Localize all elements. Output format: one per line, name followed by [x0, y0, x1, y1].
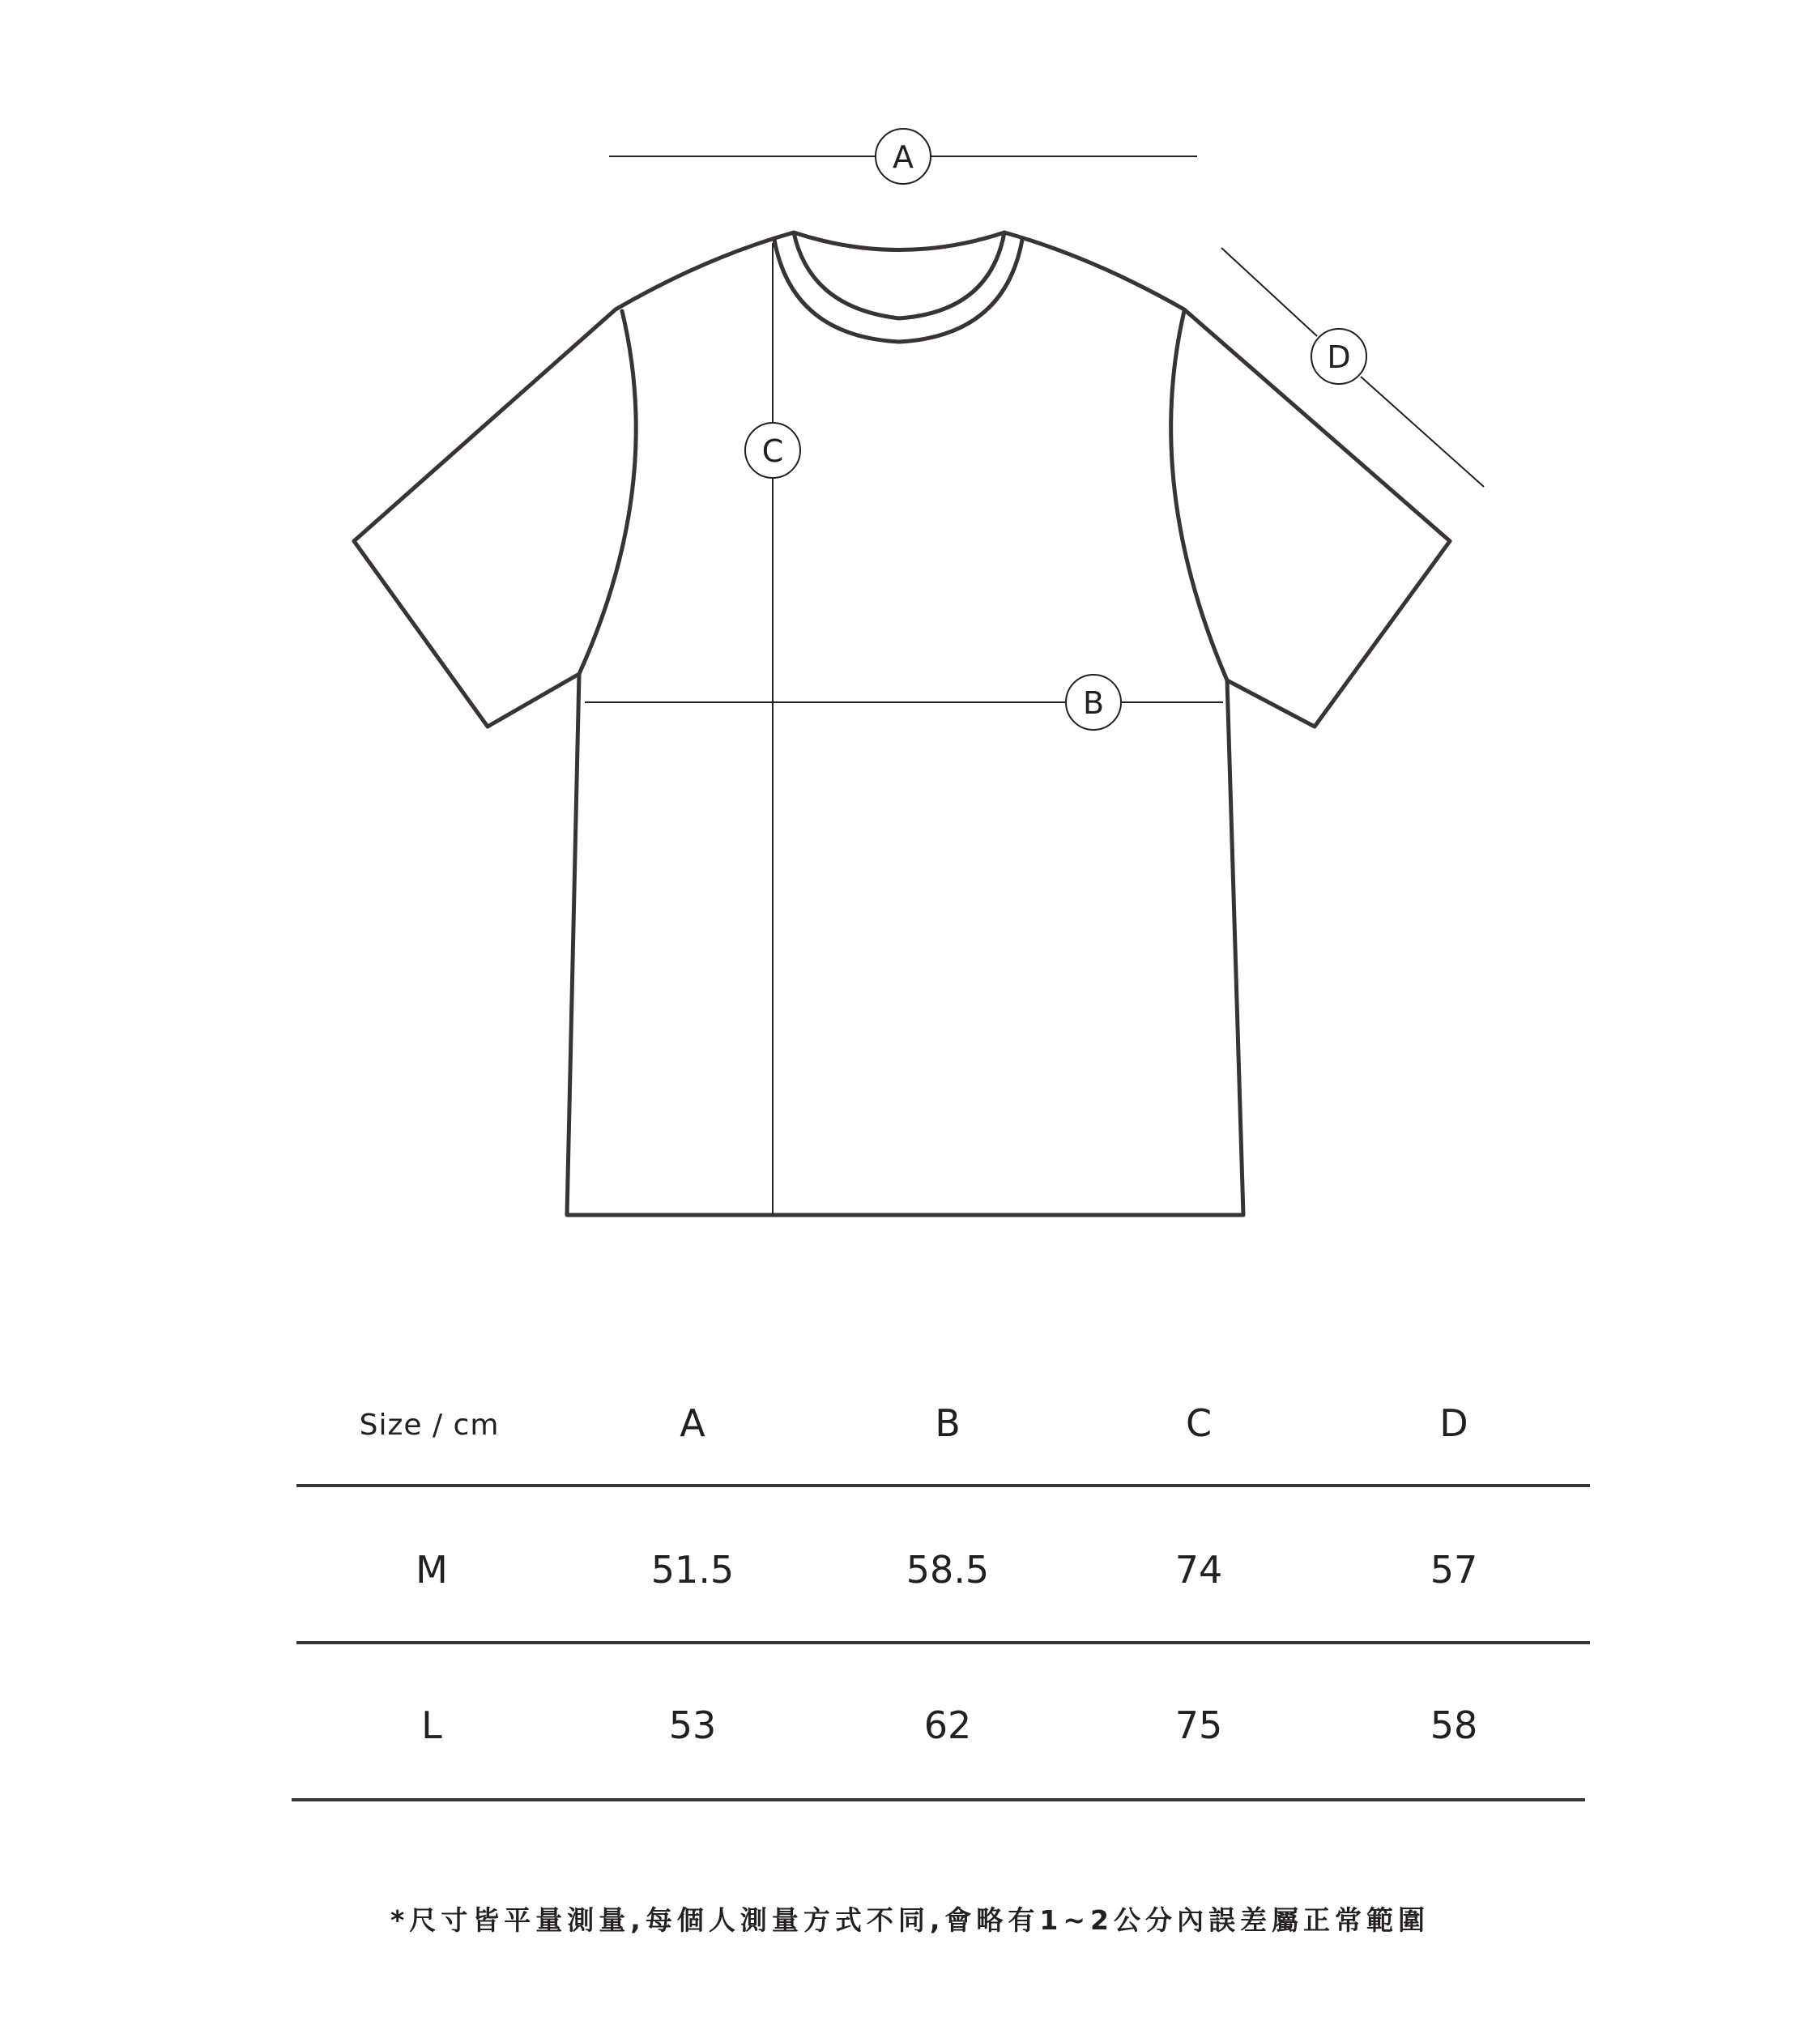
header-col-c: C	[1185, 1401, 1213, 1445]
row-value-c: 74	[1174, 1548, 1223, 1592]
marker-b-label: B	[1082, 685, 1105, 721]
marker-b	[1066, 675, 1121, 730]
table-divider-header	[296, 1484, 1590, 1487]
collar-outer-line	[774, 240, 1022, 342]
header-col-b: B	[935, 1401, 961, 1445]
left-armhole-seam	[579, 311, 636, 674]
header-size-label: Size / cm	[359, 1409, 500, 1442]
collar-inner-line	[794, 232, 1004, 318]
marker-a	[876, 129, 931, 184]
tshirt-outline	[354, 232, 1450, 1215]
row-size: M	[416, 1548, 448, 1592]
row-value-b: 62	[923, 1703, 972, 1747]
marker-d-label: D	[1327, 339, 1351, 375]
marker-d	[1311, 329, 1366, 384]
table-divider-bottom	[292, 1798, 1585, 1801]
row-value-a: 53	[668, 1703, 717, 1747]
row-value-d: 57	[1430, 1548, 1478, 1592]
sleeve-line-d-upper	[1221, 248, 1317, 336]
marker-a-label: A	[893, 139, 914, 175]
row-value-c: 75	[1174, 1703, 1223, 1747]
header-col-a: A	[680, 1401, 705, 1445]
measurement-guides	[585, 156, 1484, 1215]
sleeve-line-d-lower	[1361, 377, 1484, 487]
row-value-a: 51.5	[650, 1548, 735, 1592]
marker-c-label: C	[761, 433, 784, 469]
right-armhole-seam	[1171, 311, 1227, 680]
row-size: L	[421, 1703, 442, 1747]
row-value-b: 58.5	[906, 1548, 990, 1592]
row-value-d: 58	[1430, 1703, 1478, 1747]
header-col-d: D	[1439, 1401, 1468, 1445]
table-divider-row-1	[296, 1641, 1590, 1644]
measurement-footnote: *尺寸皆平量測量,每個人測量方式不同,會略有1~2公分內誤差屬正常範圍	[390, 1904, 1430, 1936]
marker-c	[745, 423, 800, 478]
tshirt-body-outline	[354, 232, 1450, 1215]
